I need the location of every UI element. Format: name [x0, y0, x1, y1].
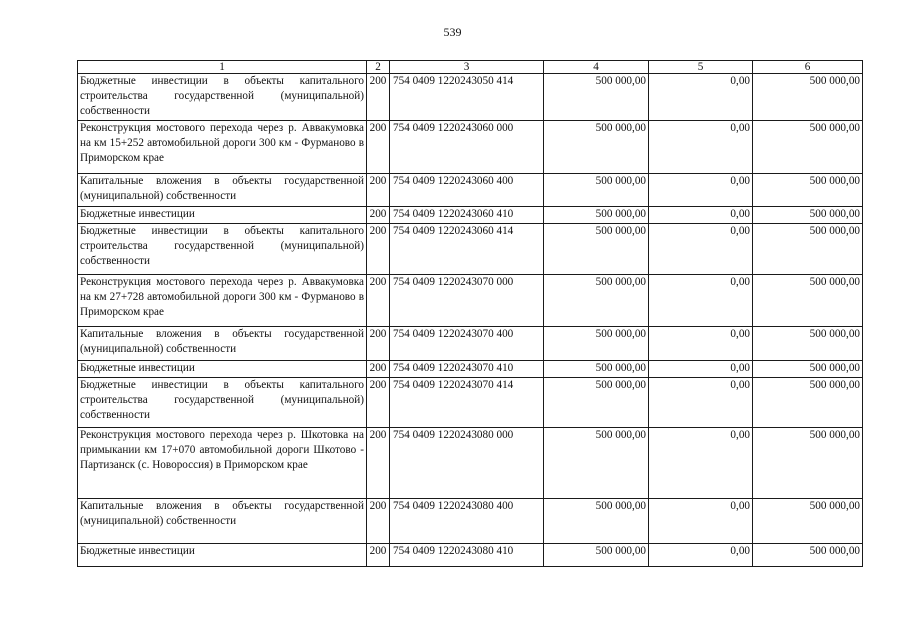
row-col5: 0,00 — [649, 544, 753, 567]
row-col5: 0,00 — [649, 74, 753, 121]
row-description: Капитальные вложения в объекты государственной (муниципальной) собственности — [78, 327, 367, 361]
row-col5: 0,00 — [649, 224, 753, 275]
row-col2: 200 — [367, 224, 390, 275]
row-code: 754 0409 1220243050 414 — [390, 74, 544, 121]
header-col-5: 5 — [649, 61, 753, 74]
row-col6: 500 000,00 — [753, 378, 863, 428]
row-col6: 500 000,00 — [753, 428, 863, 499]
row-col4: 500 000,00 — [544, 275, 649, 327]
row-col5: 0,00 — [649, 327, 753, 361]
row-description: Бюджетные инвестиции — [78, 207, 367, 224]
row-col5: 0,00 — [649, 207, 753, 224]
header-col-4: 4 — [544, 61, 649, 74]
row-col2: 200 — [367, 174, 390, 207]
row-col4: 500 000,00 — [544, 361, 649, 378]
row-col2: 200 — [367, 428, 390, 499]
row-col2: 200 — [367, 361, 390, 378]
row-code: 754 0409 1220243070 400 — [390, 327, 544, 361]
table-row — [78, 224, 863, 275]
row-col5: 0,00 — [649, 499, 753, 544]
row-code: 754 0409 1220243060 000 — [390, 121, 544, 174]
row-description: Капитальные вложения в объекты государственной (муниципальной) собственности — [78, 499, 367, 544]
table-row — [78, 428, 863, 499]
row-col2: 200 — [367, 207, 390, 224]
row-col6: 500 000,00 — [753, 361, 863, 378]
row-code: 754 0409 1220243080 400 — [390, 499, 544, 544]
row-col5: 0,00 — [649, 121, 753, 174]
row-col4: 500 000,00 — [544, 174, 649, 207]
row-col2: 200 — [367, 327, 390, 361]
header-col-3: 3 — [390, 61, 544, 74]
table-row — [78, 499, 863, 544]
table-row — [78, 361, 863, 378]
budget-table — [77, 60, 863, 567]
table-row — [78, 174, 863, 207]
row-col4: 500 000,00 — [544, 378, 649, 428]
row-code: 754 0409 1220243070 410 — [390, 361, 544, 378]
row-col6: 500 000,00 — [753, 275, 863, 327]
row-description: Реконструкция мостового перехода через р. Шкотовка на примыкании км 17+070 автомобильной дороги Шкотово - Партизанск (с. Новороссия) в Приморском крае — [78, 428, 367, 499]
table-row — [78, 544, 863, 567]
table-row — [78, 327, 863, 361]
row-code: 754 0409 1220243060 414 — [390, 224, 544, 275]
row-col4: 500 000,00 — [544, 74, 649, 121]
row-col6: 500 000,00 — [753, 224, 863, 275]
row-col4: 500 000,00 — [544, 224, 649, 275]
row-col4: 500 000,00 — [544, 207, 649, 224]
row-col6: 500 000,00 — [753, 327, 863, 361]
row-col2: 200 — [367, 74, 390, 121]
header-col-2: 2 — [367, 61, 390, 74]
row-description: Реконструкция мостового перехода через р. Аввакумовка на км 27+728 автомобильной дороги 300 км - Фурманово в Приморском крае — [78, 275, 367, 327]
row-code: 754 0409 1220243070 000 — [390, 275, 544, 327]
row-col5: 0,00 — [649, 361, 753, 378]
row-col6: 500 000,00 — [753, 207, 863, 224]
row-col2: 200 — [367, 121, 390, 174]
row-code: 754 0409 1220243080 000 — [390, 428, 544, 499]
row-col6: 500 000,00 — [753, 121, 863, 174]
row-col5: 0,00 — [649, 275, 753, 327]
row-col2: 200 — [367, 275, 390, 327]
row-col4: 500 000,00 — [544, 544, 649, 567]
row-col6: 500 000,00 — [753, 174, 863, 207]
row-col5: 0,00 — [649, 378, 753, 428]
table-row — [78, 207, 863, 224]
row-col6: 500 000,00 — [753, 499, 863, 544]
table-row — [78, 74, 863, 121]
row-description: Бюджетные инвестиции в объекты капитального строительства государственной (муниципальной) собственности — [78, 378, 367, 428]
row-code: 754 0409 1220243060 410 — [390, 207, 544, 224]
page-number: 539 — [443, 25, 462, 39]
header-col-6: 6 — [753, 61, 863, 74]
header-row — [78, 61, 863, 74]
row-description: Бюджетные инвестиции — [78, 361, 367, 378]
row-description: Реконструкция мостового перехода через р. Аввакумовка на км 15+252 автомобильной дороги 300 км - Фурманово в Приморском крае — [78, 121, 367, 174]
row-col4: 500 000,00 — [544, 428, 649, 499]
table-row — [78, 275, 863, 327]
row-col2: 200 — [367, 378, 390, 428]
row-col5: 0,00 — [649, 428, 753, 499]
row-col5: 0,00 — [649, 174, 753, 207]
row-col2: 200 — [367, 499, 390, 544]
row-col4: 500 000,00 — [544, 499, 649, 544]
row-col4: 500 000,00 — [544, 121, 649, 174]
row-col6: 500 000,00 — [753, 544, 863, 567]
row-col4: 500 000,00 — [544, 327, 649, 361]
row-code: 754 0409 1220243060 400 — [390, 174, 544, 207]
row-col6: 500 000,00 — [753, 74, 863, 121]
row-description: Бюджетные инвестиции в объекты капитального строительства государственной (муниципальной) собственности — [78, 224, 367, 275]
row-col2: 200 — [367, 544, 390, 567]
row-description: Бюджетные инвестиции — [78, 544, 367, 567]
row-code: 754 0409 1220243080 410 — [390, 544, 544, 567]
table-row — [78, 378, 863, 428]
table-row — [78, 121, 863, 174]
header-col-1: 1 — [78, 61, 367, 74]
row-description: Капитальные вложения в объекты государственной (муниципальной) собственности — [78, 174, 367, 207]
row-code: 754 0409 1220243070 414 — [390, 378, 544, 428]
row-description: Бюджетные инвестиции в объекты капитального строительства государственной (муниципальной) собственности — [78, 74, 367, 121]
